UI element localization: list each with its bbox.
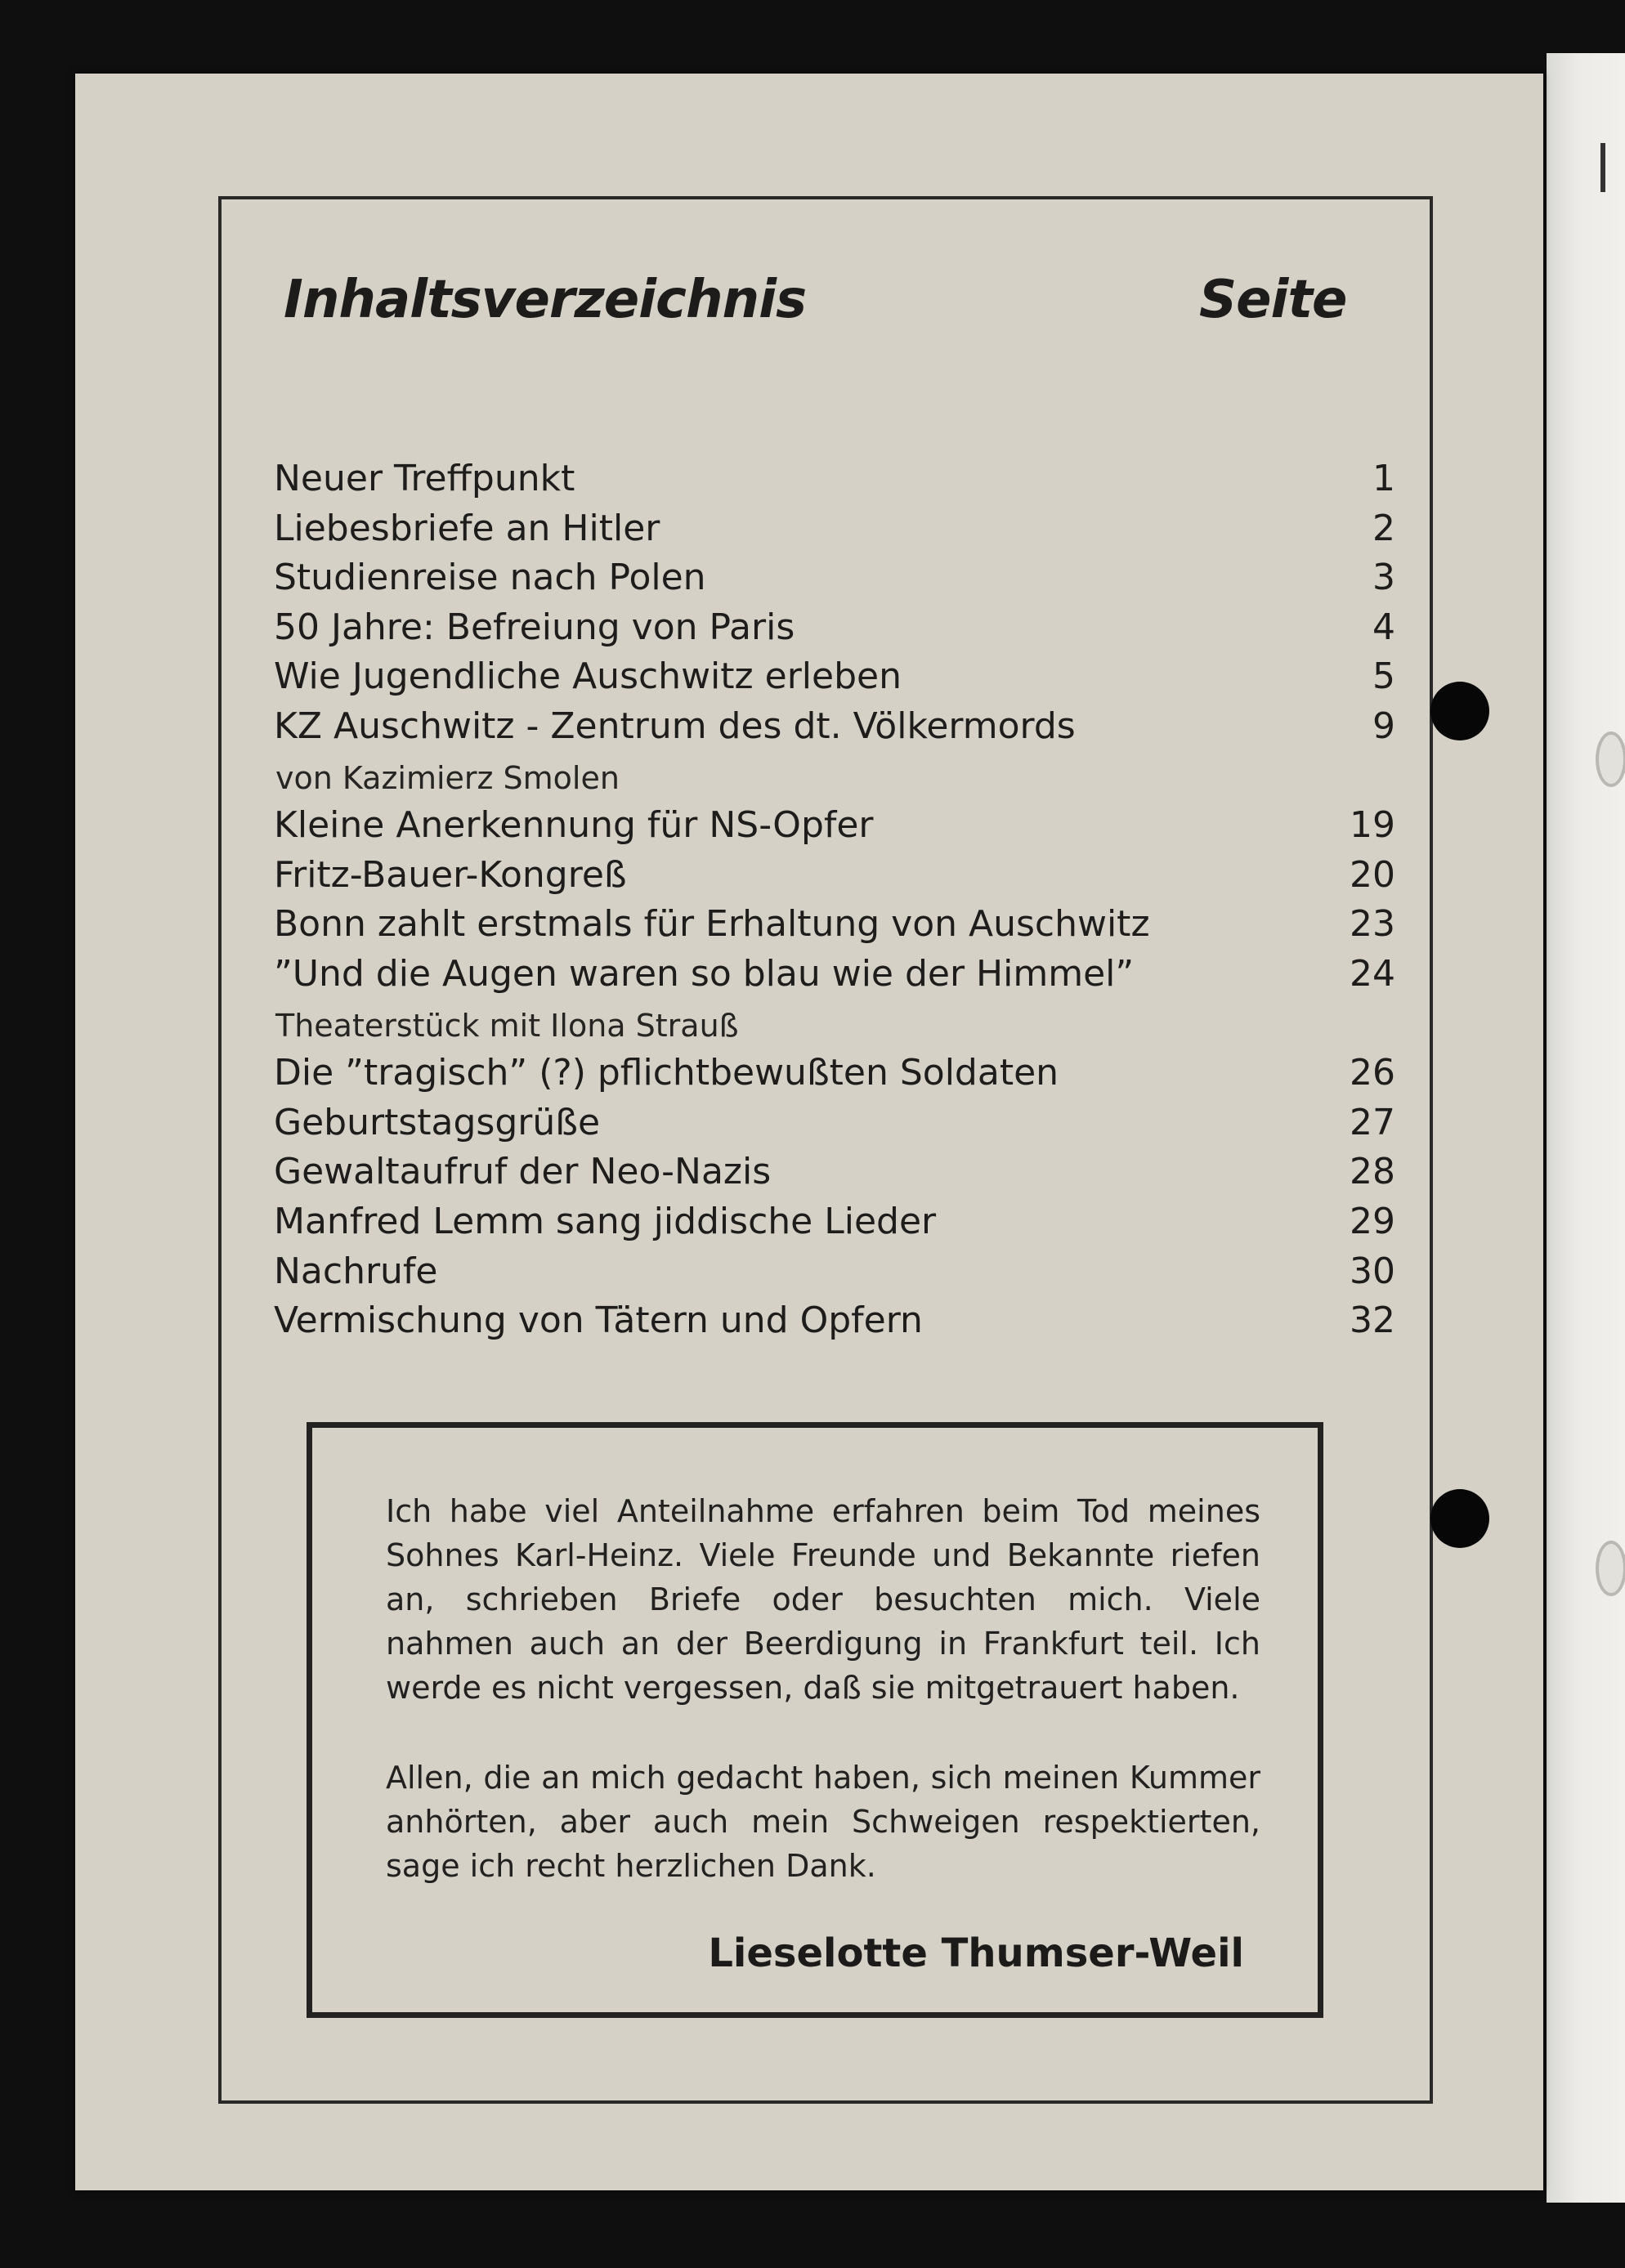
toc-entry-subtitle: von Kazimierz Smolen	[275, 759, 620, 796]
toc-entry-title: Neuer Treffpunkt	[274, 458, 575, 499]
punch-hole-bottom	[1430, 1489, 1489, 1548]
toc-entry	[274, 655, 1402, 705]
toc-entry	[274, 557, 1402, 606]
toc-entry-page: 24	[1350, 952, 1395, 995]
toc-page-heading: Seite	[1199, 270, 1347, 330]
notice-paragraph-2: Allen, die an mich gedacht haben, sich meinen Kummer anhörten, aber auch mein Schweigen respektierten, sage ich recht herzlichen Dank.	[386, 1760, 1260, 1884]
notice-body	[386, 1489, 1260, 1934]
toc-entry	[274, 1052, 1402, 1102]
toc-entry	[274, 1300, 1402, 1349]
toc-entry-title: Studienreise nach Polen	[274, 557, 706, 599]
toc-entry	[274, 1250, 1402, 1300]
toc-entry-title: Vermischung von Tätern und Opfern	[274, 1300, 923, 1342]
toc-entry-title: Bonn zahlt erstmals für Erhaltung von Auschwitz	[274, 903, 1150, 946]
notice-signature: Lieselotte Thumser-Weil	[708, 1930, 1244, 1976]
toc-entry-page: 28	[1350, 1151, 1395, 1193]
toc-entry	[274, 804, 1402, 854]
next-page-mark	[1600, 143, 1605, 192]
toc-entry-title: KZ Auschwitz - Zentrum des dt. Völkermords	[274, 705, 1076, 747]
toc-entry-title: Nachrufe	[274, 1250, 438, 1292]
toc-heading: Inhaltsverzeichnis	[284, 270, 807, 330]
toc-entry-title: Liebesbriefe an Hitler	[274, 507, 660, 549]
toc-entry-title: Gewaltaufruf der Neo-Nazis	[274, 1151, 772, 1193]
next-page-edge	[1547, 53, 1625, 2203]
toc-entry-title: Geburtstagsgrüße	[274, 1101, 601, 1143]
toc-entry-subtitle-row	[274, 755, 1402, 805]
toc-entry-page: 27	[1350, 1101, 1395, 1143]
toc-entry	[274, 903, 1402, 953]
toc-entry	[274, 854, 1402, 904]
document-page	[75, 74, 1543, 2190]
toc-entry-subtitle-row	[274, 1003, 1402, 1053]
toc-entry-page: 2	[1372, 507, 1395, 549]
toc-entry-page: 5	[1372, 655, 1395, 698]
toc-entry-page: 3	[1372, 557, 1395, 599]
toc-entry	[274, 1201, 1402, 1250]
toc-entry-page: 30	[1350, 1250, 1395, 1292]
toc-entry-page: 26	[1350, 1052, 1395, 1094]
thank-you-notice	[307, 1422, 1323, 2018]
toc-entry-title: 50 Jahre: Befreiung von Paris	[274, 606, 795, 648]
toc-entry-page: 20	[1350, 853, 1395, 896]
toc-entry	[274, 1151, 1402, 1201]
toc-entry	[274, 705, 1402, 755]
toc-entry-subtitle: Theaterstück mit Ilona Strauß	[275, 1007, 739, 1044]
punch-hole-top	[1430, 682, 1489, 740]
toc-entry-page: 29	[1350, 1200, 1395, 1242]
toc-entry-title: Manfred Lemm sang jiddische Lieder	[274, 1200, 937, 1242]
toc-entry	[274, 458, 1402, 508]
toc-list	[274, 458, 1402, 1349]
binder-ring-top	[1596, 731, 1625, 787]
toc-entry	[274, 508, 1402, 557]
toc-entry-page: 9	[1372, 705, 1395, 747]
toc-entry-title: ”Und die Augen waren so blau wie der Himmel”	[274, 952, 1135, 995]
binder-ring-bottom	[1596, 1541, 1625, 1596]
toc-entry-page: 1	[1372, 458, 1395, 499]
toc-entry-page: 23	[1350, 903, 1395, 946]
toc-entry-page: 32	[1350, 1300, 1395, 1342]
toc-entry-title: Kleine Anerkennung für NS-Opfer	[274, 804, 874, 847]
toc-entry-title: Fritz-Bauer-Kongreß	[274, 853, 627, 896]
toc-entry-title: Die ”tragisch” (?) pflichtbewußten Soldaten	[274, 1052, 1059, 1094]
toc-entry	[274, 606, 1402, 656]
notice-paragraph-1: Ich habe viel Anteilnahme erfahren beim Tod meines Sohnes Karl-Heinz. Viele Freunde und Bekannte riefen an, schrieben Briefe oder besuchten mich. Viele nahmen auch an der Beerdigung in Frankfurt teil. Ich werde es nicht vergessen, daß sie mitgetrauert haben.	[386, 1493, 1260, 1706]
toc-entry-page: 19	[1350, 804, 1395, 847]
toc-entry-title: Wie Jugendliche Auschwitz erleben	[274, 655, 902, 698]
toc-entry-page: 4	[1372, 606, 1395, 648]
toc-entry	[274, 1102, 1402, 1152]
toc-entry	[274, 953, 1402, 1003]
